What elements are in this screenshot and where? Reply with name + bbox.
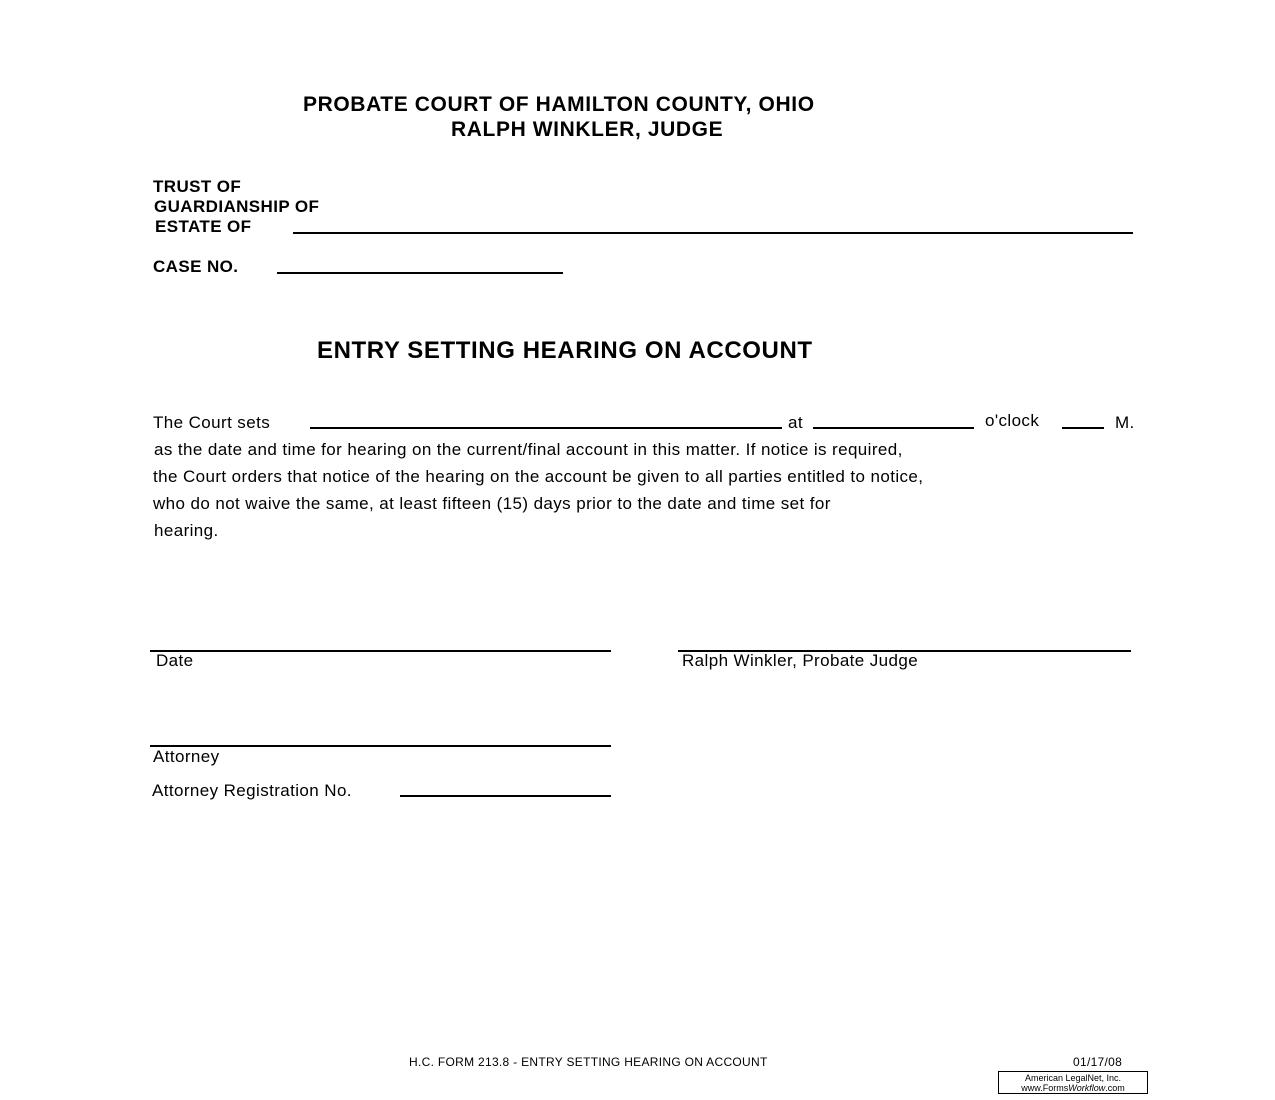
form-date: 01/17/08 [1073, 1055, 1123, 1069]
trust-of-label: TRUST OF [153, 177, 242, 196]
body-line-5: hearing. [154, 521, 219, 540]
case-no-label: CASE NO. [153, 257, 239, 276]
date-label: Date [156, 651, 194, 670]
form-id: H.C. FORM 213.8 - ENTRY SETTING HEARING ON ACCOUNT [409, 1055, 768, 1069]
date-signature-line[interactable] [150, 650, 611, 652]
case-no-line[interactable] [277, 272, 563, 274]
attorney-registration-line[interactable] [400, 795, 611, 797]
body-line-2: as the date and time for hearing on the current/final account in this matter. If notice is required, [154, 440, 903, 459]
hearing-time-line[interactable] [813, 427, 974, 429]
oclock-text: o'clock [985, 411, 1040, 430]
attorney-label: Attorney [153, 747, 220, 766]
guardianship-of-label: GUARDIANSHIP OF [154, 197, 320, 216]
at-text: at [788, 413, 803, 432]
judge-line: RALPH WINKLER, JUDGE [451, 118, 724, 141]
estate-of-line[interactable] [293, 232, 1133, 234]
body-line-4: who do not waive the same, at least fifteen (15) days prior to the date and time set for [153, 494, 831, 513]
body-line-3: the Court orders that notice of the hearing on the account be given to all parties entitled to notice, [153, 467, 924, 486]
form-title: ENTRY SETTING HEARING ON ACCOUNT [317, 337, 813, 364]
publisher-badge [998, 1071, 1148, 1094]
judge-signature-label: Ralph Winkler, Probate Judge [682, 651, 919, 670]
meridiem-text: M. [1115, 413, 1135, 432]
publisher-name: American LegalNet, Inc. [1024, 1073, 1122, 1083]
court-sets-text: The Court sets [153, 413, 271, 432]
publisher-url[interactable]: www.FormsWorkflow.com [1021, 1083, 1125, 1093]
estate-of-label: ESTATE OF [155, 217, 252, 236]
court-name: PROBATE COURT OF HAMILTON COUNTY, OHIO [303, 93, 815, 116]
am-pm-line[interactable] [1062, 427, 1104, 429]
attorney-registration-label: Attorney Registration No. [152, 781, 352, 800]
hearing-date-line[interactable] [310, 427, 782, 429]
